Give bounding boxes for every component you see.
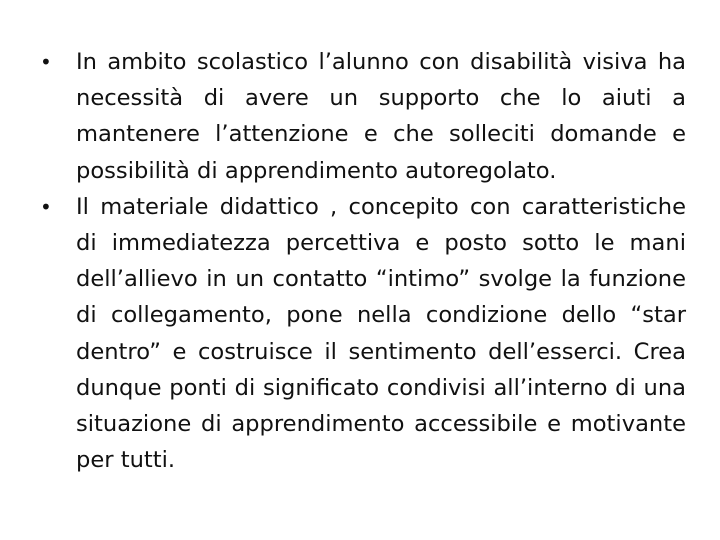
bullet-text-2: Il materiale didattico , concepito con caratteristiche di immediatezza percettiva e posto sotto le mani dell’allievo in un contatto “intimo” svolge la funzione di collegamento, pone nella condizione dello “star dentro” e costruisce il sentimento dell’esserci. Crea dunque ponti di significato condivisi all’interno di una situazione di apprendimento accessibile e motivante per tutti.: [76, 193, 686, 474]
bullet-list: [36, 44, 686, 478]
bullet-text-1: In ambito scolastico l’alunno con disabilità visiva ha necessità di avere un supporto che lo aiuti a mantenere l’attenzione e che solleciti domande e possibilità di apprendimento autoregolato.: [76, 49, 686, 184]
bullet-marker: •: [40, 50, 52, 74]
bullet-marker: •: [40, 194, 52, 219]
bullet-item-1: [36, 44, 686, 189]
bullet-item-2: [36, 189, 686, 479]
